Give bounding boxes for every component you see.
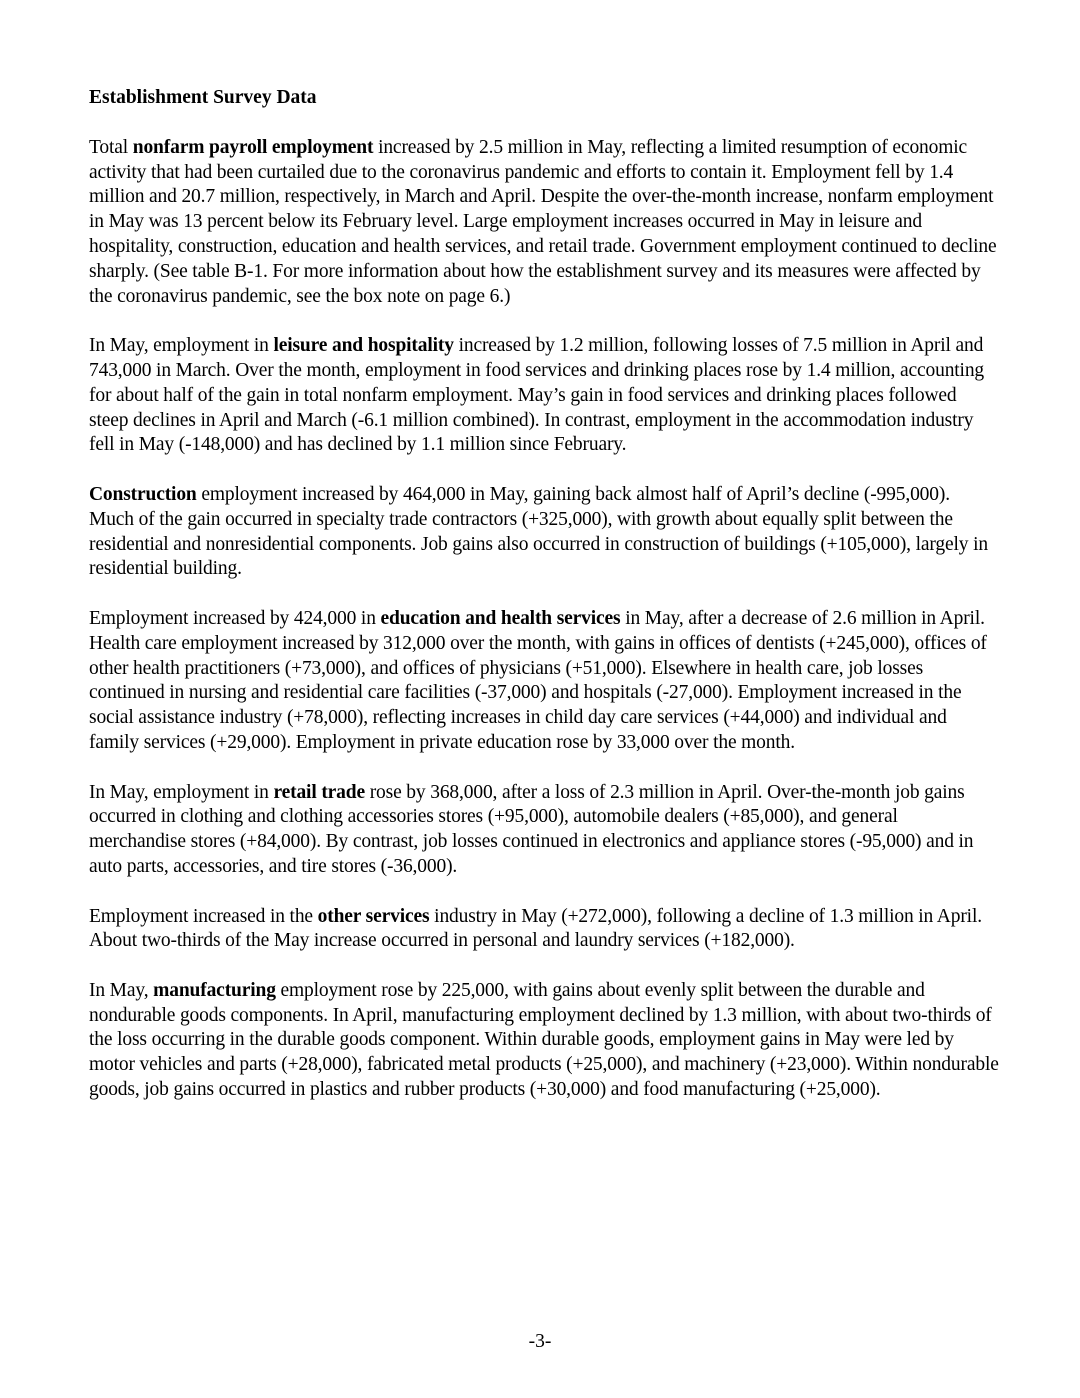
paragraph-retail-trade [89, 781, 999, 880]
paragraph-text: rose by 368,000, after a loss of 2.3 million in April. Over-the-month job gains occurred in clothing and clothing accessories stores (+95,000), automobile dealers (+85,000), and general merchandise stores (+84,000). By contrast, job losses continued in electronics and appliance stores (-95,000) and in auto parts, accessories, and tire stores (-36,000). [89, 781, 974, 877]
paragraph-keyword: education and health services [380, 607, 621, 629]
paragraph-text: In May, employment in [89, 781, 274, 803]
paragraph-text: in May, after a decrease of 2.6 million in April. Health care employment increased by 312,000 over the month, with gains in offices of dentists (+245,000), offices of other health practitioners (+73,000), and offices of physicians (+51,000). Elsewhere in health care, job losses continued in nursing and residential care facilities (-37,000) and hospitals (-27,000). Employment increased in the social assistance industry (+78,000), reflecting increases in child day care services (+44,000) and individual and family services (+29,000). Employment in private education rose by 33,000 over the month. [89, 607, 987, 753]
paragraph-education-health [89, 607, 999, 756]
paragraph-keyword: Construction [89, 483, 197, 505]
paragraph-manufacturing [89, 979, 999, 1103]
paragraph-text: Employment increased in the [89, 905, 318, 927]
paragraph-keyword: retail trade [273, 781, 365, 803]
paragraph-construction [89, 483, 999, 582]
paragraph-text: industry in May (+272,000), following a decline of 1.3 million in April. About two-thirds of the May increase occurred in personal and laundry services (+182,000). [89, 905, 982, 952]
page-number: -3- [528, 1331, 552, 1352]
paragraph-keyword: other services [317, 905, 430, 927]
paragraph-text: In May, employment in [89, 335, 274, 357]
paragraph-text: increased by 2.5 million in May, reflecting a limited resumption of economic activity that had been curtailed due to the coronavirus pandemic and efforts to contain it. Employment fell by 1.4 million and 20.7 million, respectively, in March and April. Despite the over-the-month increase, nonfarm employment in May was 13 percent below its February level. Large employment increases occurred in May in leisure and hospitality, construction, education and health services, and retail trade. Government employment continued to decline sharply. (See table B-1. For more information about how the establishment survey and its measures were affected by the coronavirus pandemic, see the box note on page 6.) [89, 136, 997, 307]
paragraph-leisure-hospitality [89, 334, 999, 458]
paragraph-text: employment rose by 225,000, with gains about evenly split between the durable and nondurable goods components. In April, manufacturing employment declined by 1.3 million, with about two-thirds of the loss occurring in the durable goods component. Within durable goods, employment gains in May were led by motor vehicles and parts (+28,000), fabricated metal products (+25,000), and machinery (+23,000). Within nondurable goods, job gains occurred in plastics and rubber products (+30,000) and food manufacturing (+25,000). [89, 979, 999, 1101]
paragraph-nonfarm-payroll [89, 136, 999, 310]
paragraph-keyword: nonfarm payroll employment [132, 136, 374, 158]
paragraph-text: increased by 1.2 million, following losses of 7.5 million in April and 743,000 in March. Over the month, employment in food services and drinking places rose by 1.4 million, accounting for about half of the gain in total nonfarm employment. May’s gain in food services and drinking places followed steep declines in April and March (-6.1 million combined). In contrast, employment in the accommodation industry fell in May (-148,000) and has declined by 1.1 million since February. [89, 335, 985, 456]
paragraph-keyword: leisure and hospitality [273, 335, 454, 357]
paragraph-text: In May, [89, 979, 154, 1001]
paragraph-text: Total [89, 136, 133, 158]
paragraph-text: Employment increased by 424,000 in [89, 607, 381, 629]
paragraph-text: employment increased by 464,000 in May, gaining back almost half of April’s decline (-995,000). Much of the gain occurred in specialty trade contractors (+325,000), with growth about equally split between the residential and nonresidential components. Job gains also occurred in construction of buildings (+105,000), largely in residential building. [89, 483, 988, 580]
paragraph-other-services [89, 905, 999, 955]
document-page [89, 86, 999, 1128]
section-heading: Establishment Survey Data [89, 87, 317, 108]
paragraph-keyword: manufacturing [153, 979, 276, 1001]
